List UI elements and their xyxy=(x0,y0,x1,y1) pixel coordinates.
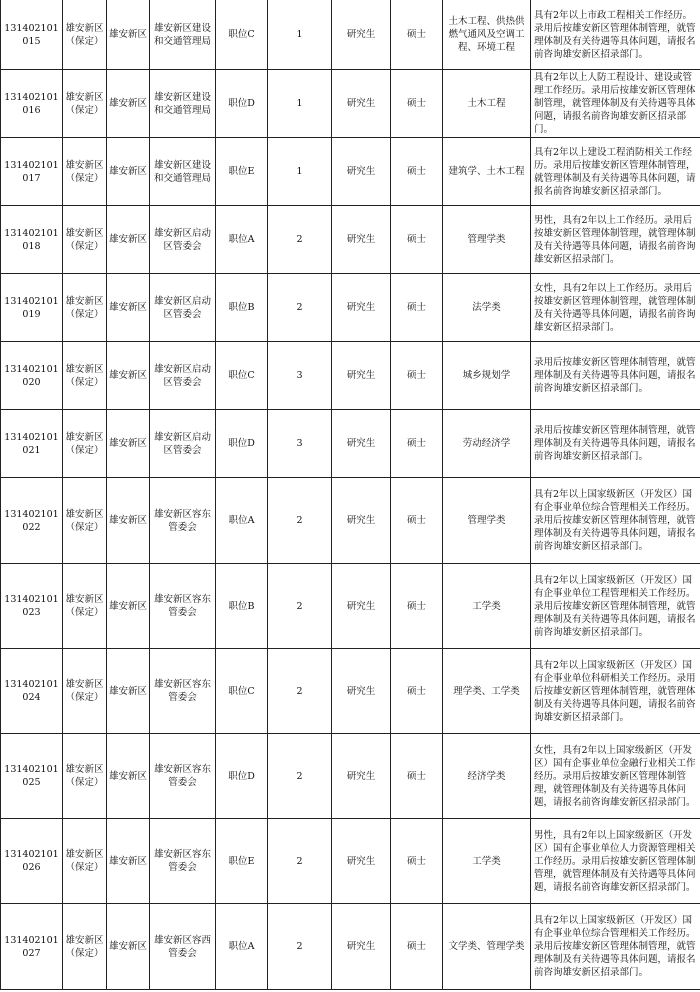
region-cell: 雄安新区（保定） xyxy=(63,342,107,410)
region-cell: 雄安新区（保定） xyxy=(63,138,107,206)
department-cell: 雄安新区启动区管委会 xyxy=(150,342,216,410)
area-cell: 雄安新区 xyxy=(107,904,150,990)
education-cell: 研究生 xyxy=(332,649,391,734)
degree-cell: 硕士 xyxy=(391,649,443,734)
position-code-cell: 131402101020 xyxy=(1,342,63,410)
post-name-cell: 职位B xyxy=(216,564,268,649)
degree-cell: 硕士 xyxy=(391,478,443,564)
requirements-cell: 男性，具有2年以上工作经历。录用后按雄安新区管理体制管理，就管理体制及有关待遇等具体问题，请报名前咨询雄安新区招录部门。 xyxy=(531,206,700,274)
post-name-cell: 职位D xyxy=(216,70,268,138)
position-code-cell: 131402101015 xyxy=(1,0,63,70)
education-cell: 研究生 xyxy=(332,734,391,819)
area-cell: 雄安新区 xyxy=(107,564,150,649)
degree-cell: 硕士 xyxy=(391,342,443,410)
education-cell: 研究生 xyxy=(332,138,391,206)
headcount-cell: 2 xyxy=(268,734,332,819)
table-row xyxy=(1,478,700,564)
area-cell: 雄安新区 xyxy=(107,478,150,564)
major-cell: 土木工程 xyxy=(443,70,531,138)
post-name-cell: 职位E xyxy=(216,819,268,904)
post-name-cell: 职位D xyxy=(216,734,268,819)
major-cell: 城乡规划学 xyxy=(443,342,531,410)
post-name-cell: 职位A xyxy=(216,904,268,990)
department-cell: 雄安新区启动区管委会 xyxy=(150,410,216,478)
major-cell: 管理学类 xyxy=(443,206,531,274)
major-cell: 建筑学、土木工程 xyxy=(443,138,531,206)
requirements-cell: 具有2年以上市政工程相关工作经历。录用后按雄安新区管理体制管理，就管理体制及有关待遇等具体问题，请报名前咨询雄安新区招录部门。 xyxy=(531,0,700,70)
area-cell: 雄安新区 xyxy=(107,0,150,70)
area-cell: 雄安新区 xyxy=(107,70,150,138)
major-cell: 工学类 xyxy=(443,564,531,649)
headcount-cell: 1 xyxy=(268,138,332,206)
post-name-cell: 职位A xyxy=(216,478,268,564)
post-name-cell: 职位B xyxy=(216,274,268,342)
table-row xyxy=(1,904,700,990)
department-cell: 雄安新区启动区管委会 xyxy=(150,206,216,274)
area-cell: 雄安新区 xyxy=(107,274,150,342)
requirements-cell: 具有2年以上国家级新区（开发区）国有企事业单位综合管理相关工作经历。录用后按雄安新区管理体制管理，就管理体制及有关待遇等具体问题，请报名前咨询雄安新区招录部门。 xyxy=(531,904,700,990)
department-cell: 雄安新区容东管委会 xyxy=(150,564,216,649)
degree-cell: 硕士 xyxy=(391,0,443,70)
area-cell: 雄安新区 xyxy=(107,206,150,274)
education-cell: 研究生 xyxy=(332,70,391,138)
table-row xyxy=(1,342,700,410)
education-cell: 研究生 xyxy=(332,819,391,904)
position-code-cell: 131402101018 xyxy=(1,206,63,274)
area-cell: 雄安新区 xyxy=(107,734,150,819)
major-cell: 工学类 xyxy=(443,819,531,904)
post-name-cell: 职位C xyxy=(216,649,268,734)
department-cell: 雄安新区容东管委会 xyxy=(150,649,216,734)
headcount-cell: 1 xyxy=(268,70,332,138)
degree-cell: 硕士 xyxy=(391,206,443,274)
table-row xyxy=(1,649,700,734)
position-code-cell: 131402101023 xyxy=(1,564,63,649)
degree-cell: 硕士 xyxy=(391,819,443,904)
department-cell: 雄安新区启动区管委会 xyxy=(150,274,216,342)
region-cell: 雄安新区（保定） xyxy=(63,206,107,274)
education-cell: 研究生 xyxy=(332,206,391,274)
headcount-cell: 2 xyxy=(268,206,332,274)
position-code-cell: 131402101021 xyxy=(1,410,63,478)
headcount-cell: 2 xyxy=(268,478,332,564)
requirements-cell: 录用后按雄安新区管理体制管理，就管理体制及有关待遇等具体问题，请报名前咨询雄安新区招录部门。 xyxy=(531,410,700,478)
table-body xyxy=(1,0,700,990)
major-cell: 经济学类 xyxy=(443,734,531,819)
post-name-cell: 职位C xyxy=(216,0,268,70)
education-cell: 研究生 xyxy=(332,0,391,70)
degree-cell: 硕士 xyxy=(391,410,443,478)
education-cell: 研究生 xyxy=(332,564,391,649)
position-code-cell: 131402101026 xyxy=(1,819,63,904)
education-cell: 研究生 xyxy=(332,342,391,410)
degree-cell: 硕士 xyxy=(391,904,443,990)
table-row xyxy=(1,206,700,274)
major-cell: 法学类 xyxy=(443,274,531,342)
region-cell: 雄安新区（保定） xyxy=(63,649,107,734)
major-cell: 文学类、管理学类 xyxy=(443,904,531,990)
degree-cell: 硕士 xyxy=(391,564,443,649)
region-cell: 雄安新区（保定） xyxy=(63,410,107,478)
education-cell: 研究生 xyxy=(332,904,391,990)
position-code-cell: 131402101025 xyxy=(1,734,63,819)
position-code-cell: 131402101017 xyxy=(1,138,63,206)
degree-cell: 硕士 xyxy=(391,734,443,819)
table-row xyxy=(1,564,700,649)
requirements-cell: 女性，具有2年以上工作经历。录用后按雄安新区管理体制管理，就管理体制及有关待遇等具体问题，请报名前咨询雄安新区招录部门。 xyxy=(531,274,700,342)
area-cell: 雄安新区 xyxy=(107,819,150,904)
requirements-cell: 具有2年以上人防工程设计、建设或管理工作经历。录用后按雄安新区管理体制管理，就管理体制及有关待遇等具体问题，请报名前咨询雄安新区招录部门。 xyxy=(531,70,700,138)
department-cell: 雄安新区容东管委会 xyxy=(150,478,216,564)
requirements-cell: 男性，具有2年以上国家级新区（开发区）国有企事业单位人力资源管理相关工作经历。录用后按雄安新区管理体制管理，就管理体制及有关待遇等具体问题，请报名前咨询雄安新区招录部门。 xyxy=(531,819,700,904)
department-cell: 雄安新区建设和交通管理局 xyxy=(150,70,216,138)
department-cell: 雄安新区建设和交通管理局 xyxy=(150,138,216,206)
headcount-cell: 2 xyxy=(268,274,332,342)
position-code-cell: 131402101027 xyxy=(1,904,63,990)
headcount-cell: 2 xyxy=(268,564,332,649)
table-row xyxy=(1,274,700,342)
area-cell: 雄安新区 xyxy=(107,138,150,206)
headcount-cell: 1 xyxy=(268,0,332,70)
position-code-cell: 131402101022 xyxy=(1,478,63,564)
region-cell: 雄安新区（保定） xyxy=(63,904,107,990)
position-code-cell: 131402101024 xyxy=(1,649,63,734)
major-cell: 管理学类 xyxy=(443,478,531,564)
major-cell: 土木工程、供热供燃气通风及空调工程、环境工程 xyxy=(443,0,531,70)
education-cell: 研究生 xyxy=(332,478,391,564)
education-cell: 研究生 xyxy=(332,410,391,478)
requirements-cell: 女性，具有2年以上国家级新区（开发区）国有企事业单位金融行业相关工作经历。录用后按雄安新区管理体制管理，就管理体制及有关待遇等具体问题，请报名前咨询雄安新区招录部门。 xyxy=(531,734,700,819)
area-cell: 雄安新区 xyxy=(107,649,150,734)
table-row xyxy=(1,819,700,904)
post-name-cell: 职位E xyxy=(216,138,268,206)
headcount-cell: 2 xyxy=(268,819,332,904)
degree-cell: 硕士 xyxy=(391,274,443,342)
post-name-cell: 职位C xyxy=(216,342,268,410)
table-row xyxy=(1,138,700,206)
region-cell: 雄安新区（保定） xyxy=(63,819,107,904)
position-code-cell: 131402101016 xyxy=(1,70,63,138)
department-cell: 雄安新区建设和交通管理局 xyxy=(150,0,216,70)
major-cell: 劳动经济学 xyxy=(443,410,531,478)
requirements-cell: 具有2年以上建设工程消防相关工作经历。录用后按雄安新区管理体制管理，就管理体制及有关待遇等具体问题，请报名前咨询雄安新区招录部门。 xyxy=(531,138,700,206)
region-cell: 雄安新区（保定） xyxy=(63,70,107,138)
post-name-cell: 职位A xyxy=(216,206,268,274)
headcount-cell: 2 xyxy=(268,904,332,990)
headcount-cell: 2 xyxy=(268,649,332,734)
position-code-cell: 131402101019 xyxy=(1,274,63,342)
requirements-cell: 具有2年以上国家级新区（开发区）国有企事业单位综合管理相关工作经历。录用后按雄安新区管理体制管理，就管理体制及有关待遇等具体问题，请报名前咨询雄安新区招录部门。 xyxy=(531,478,700,564)
department-cell: 雄安新区容东管委会 xyxy=(150,734,216,819)
table-row xyxy=(1,0,700,70)
department-cell: 雄安新区容东管委会 xyxy=(150,819,216,904)
degree-cell: 硕士 xyxy=(391,70,443,138)
requirements-cell: 具有2年以上国家级新区（开发区）国有企事业单位工程管理相关工作经历。录用后按雄安新区管理体制管理，就管理体制及有关待遇等具体问题，请报名前咨询雄安新区招录部门。 xyxy=(531,564,700,649)
department-cell: 雄安新区容西管委会 xyxy=(150,904,216,990)
region-cell: 雄安新区（保定） xyxy=(63,734,107,819)
area-cell: 雄安新区 xyxy=(107,342,150,410)
headcount-cell: 3 xyxy=(268,342,332,410)
education-cell: 研究生 xyxy=(332,274,391,342)
table-row xyxy=(1,734,700,819)
headcount-cell: 3 xyxy=(268,410,332,478)
requirements-cell: 录用后按雄安新区管理体制管理，就管理体制及有关待遇等具体问题，请报名前咨询雄安新区招录部门。 xyxy=(531,342,700,410)
region-cell: 雄安新区（保定） xyxy=(63,564,107,649)
table-row xyxy=(1,70,700,138)
requirements-cell: 具有2年以上国家级新区（开发区）国有企事业单位科研相关工作经历。录用后按雄安新区管理体制管理，就管理体制及有关待遇等具体问题，请报名前咨询雄安新区招录部门。 xyxy=(531,649,700,734)
region-cell: 雄安新区（保定） xyxy=(63,478,107,564)
table-row xyxy=(1,410,700,478)
post-name-cell: 职位D xyxy=(216,410,268,478)
region-cell: 雄安新区（保定） xyxy=(63,0,107,70)
major-cell: 理学类、工学类 xyxy=(443,649,531,734)
degree-cell: 硕士 xyxy=(391,138,443,206)
region-cell: 雄安新区（保定） xyxy=(63,274,107,342)
area-cell: 雄安新区 xyxy=(107,410,150,478)
